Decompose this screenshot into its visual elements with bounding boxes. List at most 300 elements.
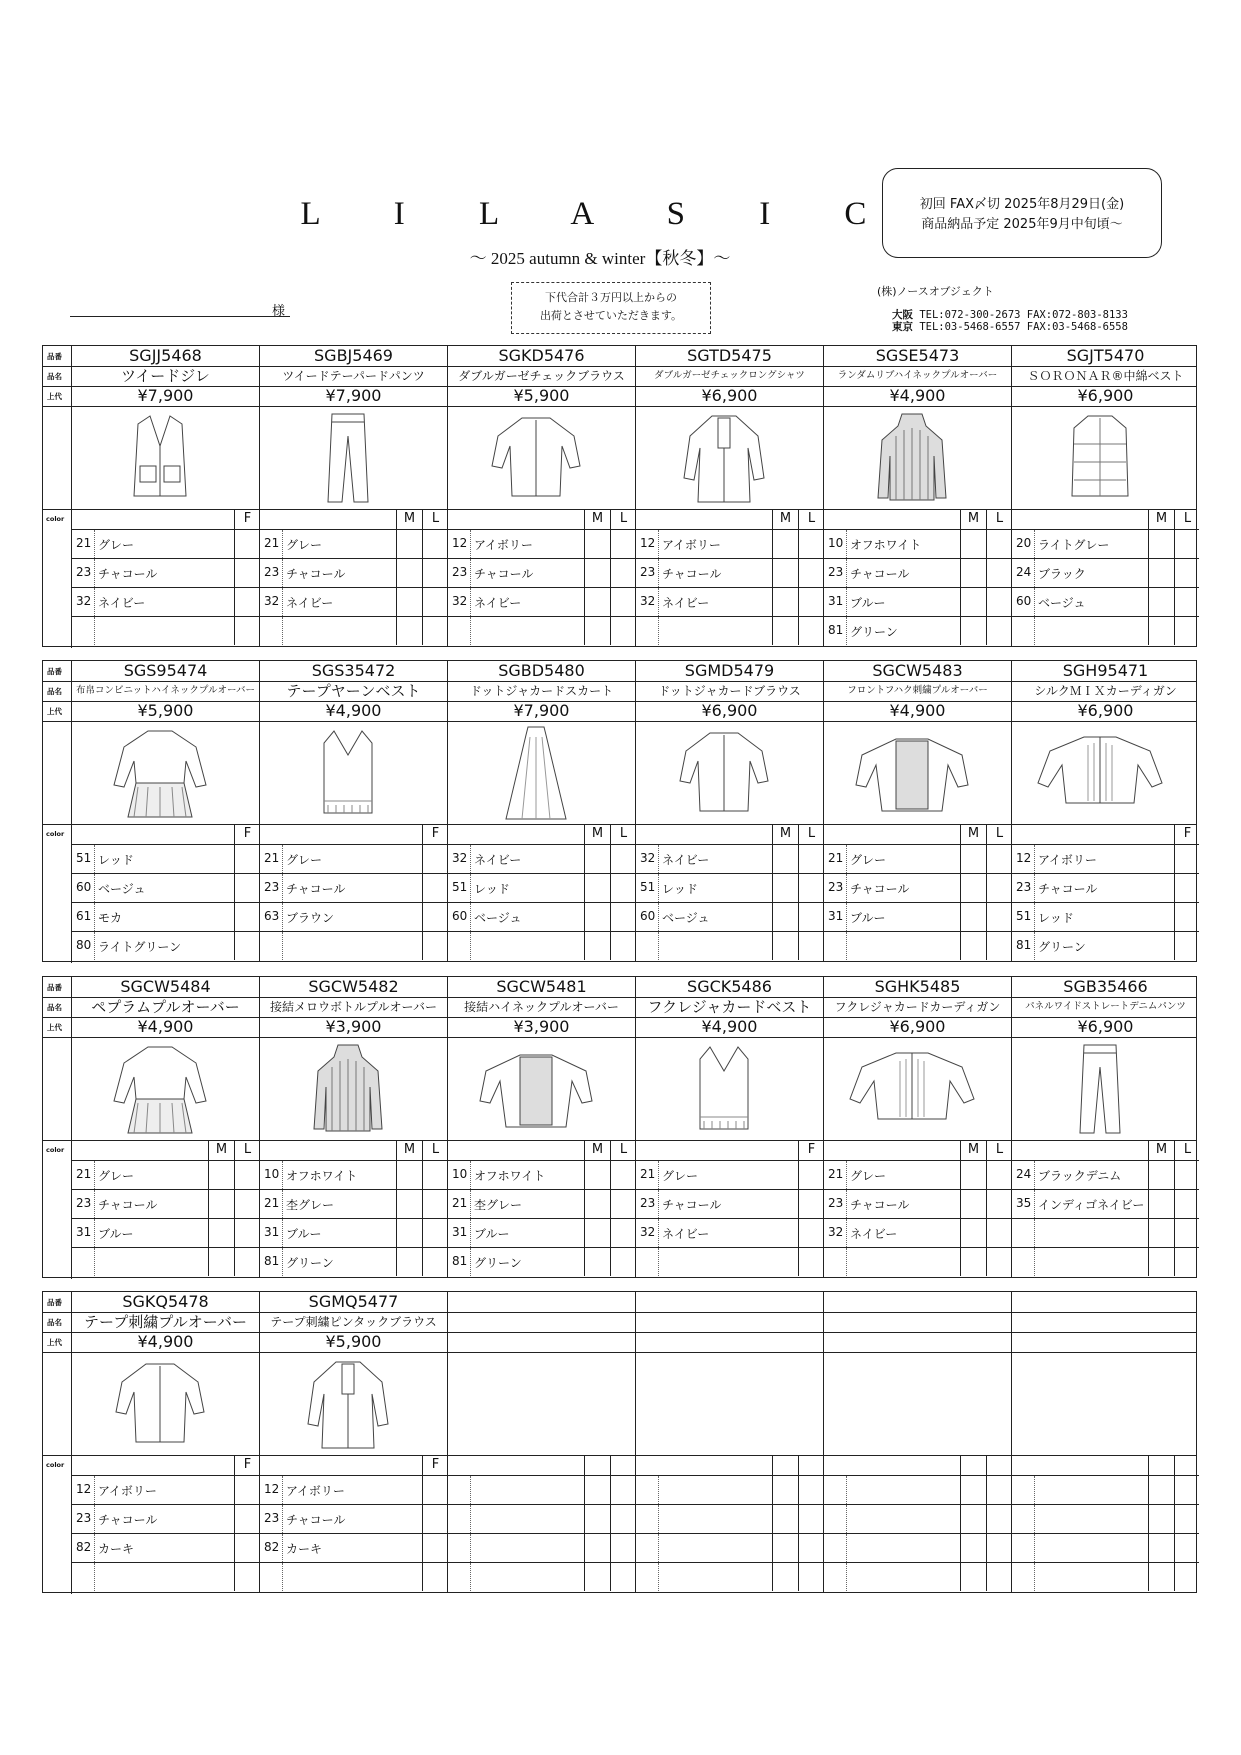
product-code: SGKQ5478 [122, 1292, 209, 1311]
size-label: L [610, 509, 636, 529]
quantity-cell[interactable] [396, 588, 422, 616]
quantity-cell[interactable] [1174, 1190, 1200, 1218]
quantity-cell[interactable] [798, 1161, 824, 1189]
quantity-cell[interactable] [986, 932, 1012, 960]
quantity-cell[interactable] [234, 1248, 260, 1276]
row-label-code: 品番 [47, 667, 62, 676]
color-name: カーキ [98, 1542, 135, 1556]
quantity-cell[interactable] [798, 530, 824, 558]
quantity-cell[interactable] [422, 1219, 448, 1247]
quantity-cell[interactable] [986, 1476, 1012, 1504]
row-label-price: 上代 [47, 392, 62, 401]
color-name: レッド [474, 882, 510, 896]
row-label-color: color [46, 1461, 65, 1469]
product-sketch [260, 721, 447, 824]
quantity-cell[interactable] [584, 1190, 610, 1218]
dotted-divider [658, 845, 659, 873]
quantity-cell[interactable] [960, 932, 986, 960]
color-name: ネイビー [662, 596, 710, 610]
quantity-cell[interactable] [610, 617, 636, 645]
quantity-cell[interactable] [234, 617, 260, 645]
quantity-cell[interactable] [584, 845, 610, 873]
size-label: M [584, 824, 610, 844]
color-row [824, 931, 1011, 960]
color-code: 23 [828, 1196, 844, 1210]
quantity-cell[interactable] [610, 932, 636, 960]
quantity-cell[interactable] [1148, 1563, 1174, 1591]
dotted-divider [658, 559, 659, 587]
color-name: チャコール [850, 1198, 910, 1212]
dotted-divider [658, 588, 659, 616]
quantity-cell[interactable] [584, 874, 610, 902]
product-sketch [824, 721, 1011, 824]
quantity-cell[interactable] [960, 588, 986, 616]
product-block [42, 345, 1197, 647]
size-header [72, 824, 259, 844]
quantity-cell[interactable] [208, 1248, 234, 1276]
color-row [636, 529, 823, 558]
quantity-cell[interactable] [584, 1505, 610, 1533]
size-label: L [986, 1140, 1012, 1160]
size-header [1012, 1140, 1199, 1160]
size-label: F [234, 1455, 260, 1475]
color-row [636, 587, 823, 616]
quantity-cell[interactable] [986, 1161, 1012, 1189]
color-row [824, 587, 1011, 616]
product-code: SGBJ5469 [314, 346, 393, 365]
quantity-cell[interactable] [610, 1476, 636, 1504]
quantity-cell[interactable] [960, 1476, 986, 1504]
size-header [72, 1140, 259, 1160]
color-row [448, 587, 635, 616]
dotted-divider [470, 903, 471, 931]
color-name: ベージュ [1038, 596, 1086, 610]
color-name: チャコール [286, 567, 346, 581]
quantity-cell[interactable] [986, 845, 1012, 873]
color-row [72, 1475, 259, 1504]
dotted-divider [846, 617, 847, 645]
color-code: 12 [452, 536, 468, 550]
quantity-cell[interactable] [610, 1190, 636, 1218]
quantity-cell[interactable] [798, 1534, 824, 1562]
quantity-cell[interactable] [234, 1190, 260, 1218]
quantity-cell[interactable] [422, 903, 448, 931]
color-row [260, 1533, 447, 1562]
quantity-cell[interactable] [610, 1248, 636, 1276]
quantity-cell[interactable] [610, 1563, 636, 1591]
quantity-cell[interactable] [234, 1161, 260, 1189]
quantity-cell[interactable] [234, 1476, 260, 1504]
dotted-divider [846, 903, 847, 931]
contact-info [892, 309, 1128, 333]
quantity-cell[interactable] [798, 932, 824, 960]
dotted-divider [94, 845, 95, 873]
color-code: 21 [640, 1167, 656, 1181]
color-code: 32 [452, 594, 468, 608]
quantity-cell[interactable] [798, 845, 824, 873]
quantity-cell[interactable] [208, 1161, 234, 1189]
quantity-cell[interactable] [772, 1534, 798, 1562]
color-row [1012, 1533, 1199, 1562]
color-name: アイボリー [286, 1484, 345, 1498]
quantity-cell[interactable] [584, 617, 610, 645]
color-code: 23 [76, 1196, 92, 1210]
quantity-cell[interactable] [986, 1190, 1012, 1218]
row-label-price: 上代 [47, 1338, 62, 1347]
quantity-cell[interactable] [422, 617, 448, 645]
product-column [71, 661, 259, 961]
quantity-cell[interactable] [960, 874, 986, 902]
quantity-cell[interactable] [798, 1190, 824, 1218]
quantity-cell[interactable] [960, 1219, 986, 1247]
quantity-cell[interactable] [986, 1248, 1012, 1276]
quantity-cell[interactable] [584, 932, 610, 960]
quantity-cell[interactable] [422, 588, 448, 616]
quantity-cell[interactable] [772, 1563, 798, 1591]
color-code: 82 [264, 1540, 280, 1554]
color-name: ブルー [474, 1227, 510, 1241]
quantity-cell[interactable] [1174, 1476, 1200, 1504]
dotted-divider [282, 932, 283, 960]
quantity-cell[interactable] [610, 903, 636, 931]
quantity-cell[interactable] [422, 1476, 448, 1504]
quantity-cell[interactable] [1174, 1563, 1200, 1591]
quantity-cell[interactable] [772, 845, 798, 873]
color-name: チャコール [286, 882, 346, 896]
quantity-cell[interactable] [234, 1219, 260, 1247]
quantity-cell[interactable] [422, 874, 448, 902]
product-code: SGCW5481 [496, 977, 587, 996]
quantity-cell[interactable] [1148, 588, 1174, 616]
quantity-cell[interactable] [396, 530, 422, 558]
quantity-cell[interactable] [1174, 559, 1200, 587]
size-label: L [234, 1140, 260, 1160]
color-row [72, 616, 259, 645]
color-row [1012, 529, 1199, 558]
color-name: アイボリー [98, 1484, 157, 1498]
quantity-cell[interactable] [584, 1563, 610, 1591]
quantity-cell[interactable] [610, 845, 636, 873]
color-name: チャコール [98, 1198, 158, 1212]
quantity-cell[interactable] [396, 1219, 422, 1247]
size-label [772, 1455, 798, 1475]
quantity-cell[interactable] [798, 588, 824, 616]
dotted-divider [282, 1248, 283, 1276]
quantity-cell[interactable] [234, 559, 260, 587]
quantity-cell[interactable] [772, 874, 798, 902]
color-row [636, 1247, 823, 1276]
quantity-cell[interactable] [584, 1534, 610, 1562]
row-label-color: color [46, 830, 65, 838]
quantity-cell[interactable] [1148, 1534, 1174, 1562]
quantity-cell[interactable] [772, 617, 798, 645]
quantity-cell[interactable] [584, 1219, 610, 1247]
dotted-divider [846, 1563, 847, 1591]
quantity-cell[interactable] [960, 845, 986, 873]
quantity-cell[interactable] [960, 530, 986, 558]
color-row [72, 558, 259, 587]
quantity-cell[interactable] [1174, 1534, 1200, 1562]
quantity-cell[interactable] [1174, 530, 1200, 558]
quantity-cell[interactable] [610, 1219, 636, 1247]
quantity-cell[interactable] [422, 1505, 448, 1533]
quantity-cell[interactable] [772, 932, 798, 960]
quantity-cell[interactable] [422, 1190, 448, 1218]
quantity-cell[interactable] [584, 559, 610, 587]
quantity-cell[interactable] [798, 1563, 824, 1591]
quantity-cell[interactable] [798, 1248, 824, 1276]
quantity-cell[interactable] [960, 1190, 986, 1218]
quantity-cell[interactable] [798, 1219, 824, 1247]
color-row [448, 931, 635, 960]
product-code: SGS35472 [311, 661, 396, 680]
color-name: グレー [286, 853, 323, 867]
dotted-divider [658, 874, 659, 902]
quantity-cell[interactable] [610, 588, 636, 616]
quantity-cell[interactable] [610, 530, 636, 558]
quantity-cell[interactable] [1148, 530, 1174, 558]
product-price: ¥5,900 [513, 386, 570, 405]
quantity-cell[interactable] [422, 1534, 448, 1562]
color-name: ネイビー [286, 596, 334, 610]
quantity-cell[interactable] [772, 559, 798, 587]
quantity-cell[interactable] [1148, 1505, 1174, 1533]
quantity-cell[interactable] [584, 1476, 610, 1504]
quantity-cell[interactable] [986, 1563, 1012, 1591]
quantity-cell[interactable] [1174, 1161, 1200, 1189]
color-name: ブラウン [286, 911, 335, 925]
color-code: 32 [828, 1225, 844, 1239]
color-code: 32 [452, 851, 468, 865]
color-row [824, 873, 1011, 902]
quantity-cell[interactable] [584, 1248, 610, 1276]
quantity-cell[interactable] [422, 530, 448, 558]
dotted-divider [1034, 1161, 1035, 1189]
quantity-cell[interactable] [960, 1563, 986, 1591]
color-name: グレー [98, 538, 135, 552]
quantity-cell[interactable] [584, 530, 610, 558]
quantity-cell[interactable] [960, 559, 986, 587]
size-label [610, 1455, 636, 1475]
quantity-cell[interactable] [798, 1505, 824, 1533]
quantity-cell[interactable] [986, 874, 1012, 902]
quantity-cell[interactable] [584, 903, 610, 931]
quantity-cell[interactable] [986, 559, 1012, 587]
quantity-cell[interactable] [234, 1534, 260, 1562]
quantity-cell[interactable] [1174, 1505, 1200, 1533]
quantity-cell[interactable] [960, 1534, 986, 1562]
dotted-divider [470, 1190, 471, 1218]
product-sketch [1012, 1037, 1199, 1140]
dotted-divider [470, 1219, 471, 1247]
quantity-cell[interactable] [610, 874, 636, 902]
quantity-cell[interactable] [584, 1161, 610, 1189]
quantity-cell[interactable] [584, 588, 610, 616]
quantity-cell[interactable] [396, 617, 422, 645]
quantity-cell[interactable] [798, 559, 824, 587]
color-code: 51 [1016, 909, 1032, 923]
quantity-cell[interactable] [234, 1505, 260, 1533]
color-code: 51 [640, 880, 656, 894]
dotted-divider [470, 1161, 471, 1189]
color-code: 10 [828, 536, 844, 550]
color-name: ブルー [850, 911, 886, 925]
product-name: ドットジャカードスカート [469, 684, 614, 698]
quantity-cell[interactable] [960, 617, 986, 645]
color-name: インディゴネイビー [1038, 1198, 1145, 1212]
dotted-divider [846, 932, 847, 960]
dotted-divider [658, 932, 659, 960]
quantity-cell[interactable] [422, 559, 448, 587]
dotted-divider [470, 932, 471, 960]
color-row [824, 1189, 1011, 1218]
size-header [260, 509, 447, 529]
size-label: L [422, 509, 448, 529]
product-name: ランダムリブハイネックプルオーバー [837, 370, 998, 381]
customer-name-field[interactable] [70, 300, 290, 317]
color-row [260, 529, 447, 558]
quantity-cell[interactable] [396, 1190, 422, 1218]
color-code: 10 [264, 1167, 280, 1181]
quantity-cell[interactable] [234, 530, 260, 558]
quantity-cell[interactable] [610, 559, 636, 587]
empty-column [823, 1292, 1011, 1592]
quantity-cell[interactable] [1174, 845, 1200, 873]
quantity-cell[interactable] [1174, 1248, 1200, 1276]
color-name: グレー [98, 1169, 135, 1183]
quantity-cell[interactable] [610, 1505, 636, 1533]
quantity-cell[interactable] [772, 1476, 798, 1504]
size-label: F [798, 1140, 824, 1160]
quantity-cell[interactable] [396, 1161, 422, 1189]
product-price: ¥6,900 [1077, 386, 1134, 405]
quantity-cell[interactable] [798, 617, 824, 645]
quantity-cell[interactable] [208, 1219, 234, 1247]
quantity-cell[interactable] [234, 932, 260, 960]
color-code: 31 [828, 909, 844, 923]
product-price: ¥5,900 [137, 701, 194, 720]
quantity-cell[interactable] [772, 903, 798, 931]
color-row [824, 558, 1011, 587]
size-header [448, 1140, 635, 1160]
quantity-cell[interactable] [234, 588, 260, 616]
quantity-cell[interactable] [610, 1534, 636, 1562]
quantity-cell[interactable] [1174, 874, 1200, 902]
row-label-name: 品名 [47, 372, 62, 381]
quantity-cell[interactable] [422, 1563, 448, 1591]
quantity-cell[interactable] [798, 874, 824, 902]
color-row [824, 902, 1011, 931]
color-row [636, 931, 823, 960]
product-code: SGB35466 [1063, 977, 1148, 996]
quantity-cell[interactable] [422, 845, 448, 873]
size-label: M [772, 824, 798, 844]
dotted-divider [1034, 1219, 1035, 1247]
color-name: オフホワイト [850, 538, 922, 552]
quantity-cell[interactable] [396, 1248, 422, 1276]
size-header [636, 824, 823, 844]
quantity-cell[interactable] [422, 932, 448, 960]
dotted-divider [470, 617, 471, 645]
dotted-divider [94, 1219, 95, 1247]
quantity-cell[interactable] [396, 559, 422, 587]
dotted-divider [282, 617, 283, 645]
empty-column [635, 1292, 823, 1592]
quantity-cell[interactable] [1148, 1219, 1174, 1247]
quantity-cell[interactable] [234, 903, 260, 931]
quantity-cell[interactable] [772, 1505, 798, 1533]
dotted-divider [470, 1563, 471, 1591]
quantity-cell[interactable] [1174, 588, 1200, 616]
quantity-cell[interactable] [422, 1161, 448, 1189]
color-row [448, 1504, 635, 1533]
quantity-cell[interactable] [208, 1190, 234, 1218]
quantity-cell[interactable] [960, 1505, 986, 1533]
quantity-cell[interactable] [1148, 617, 1174, 645]
quantity-cell[interactable] [1148, 559, 1174, 587]
quantity-cell[interactable] [1174, 617, 1200, 645]
quantity-cell[interactable] [234, 874, 260, 902]
color-code: 21 [264, 1196, 280, 1210]
product-sketch [72, 1037, 259, 1140]
size-label: F [1174, 824, 1200, 844]
product-column [259, 1292, 447, 1592]
dotted-divider [282, 1476, 283, 1504]
company-name: (株)ノースオブジェクト [877, 285, 994, 298]
dotted-divider [282, 530, 283, 558]
quantity-cell[interactable] [234, 1563, 260, 1591]
quantity-cell[interactable] [772, 530, 798, 558]
quantity-cell[interactable] [798, 1476, 824, 1504]
size-label: M [208, 1140, 234, 1160]
quantity-cell[interactable] [1148, 1476, 1174, 1504]
quantity-cell[interactable] [986, 1505, 1012, 1533]
quantity-cell[interactable] [1148, 1161, 1174, 1189]
row-label-price: 上代 [47, 1023, 62, 1032]
quantity-cell[interactable] [986, 588, 1012, 616]
color-row [260, 1562, 447, 1591]
quantity-cell[interactable] [610, 1161, 636, 1189]
quantity-cell[interactable] [986, 903, 1012, 931]
quantity-cell[interactable] [1148, 1248, 1174, 1276]
quantity-cell[interactable] [960, 1161, 986, 1189]
size-label: F [422, 1455, 448, 1475]
quantity-cell[interactable] [986, 617, 1012, 645]
quantity-cell[interactable] [986, 1534, 1012, 1562]
quantity-cell[interactable] [960, 903, 986, 931]
color-code: 60 [452, 909, 468, 923]
quantity-cell[interactable] [986, 530, 1012, 558]
color-name: レッド [1038, 911, 1074, 925]
quantity-cell[interactable] [234, 845, 260, 873]
quantity-cell[interactable] [986, 1219, 1012, 1247]
quantity-cell[interactable] [1174, 1219, 1200, 1247]
product-code: SGH95471 [1062, 661, 1149, 680]
quantity-cell[interactable] [422, 1248, 448, 1276]
quantity-cell[interactable] [1174, 932, 1200, 960]
quantity-cell[interactable] [798, 903, 824, 931]
quantity-cell[interactable] [772, 588, 798, 616]
dotted-divider [846, 845, 847, 873]
color-code: 32 [640, 851, 656, 865]
quantity-cell[interactable] [1148, 1190, 1174, 1218]
product-column [71, 346, 259, 646]
quantity-cell[interactable] [960, 1248, 986, 1276]
product-name: パネルワイドストレートデニムパンツ [1025, 1001, 1186, 1012]
quantity-cell[interactable] [1174, 903, 1200, 931]
dotted-divider [1034, 1534, 1035, 1562]
dotted-divider [470, 559, 471, 587]
